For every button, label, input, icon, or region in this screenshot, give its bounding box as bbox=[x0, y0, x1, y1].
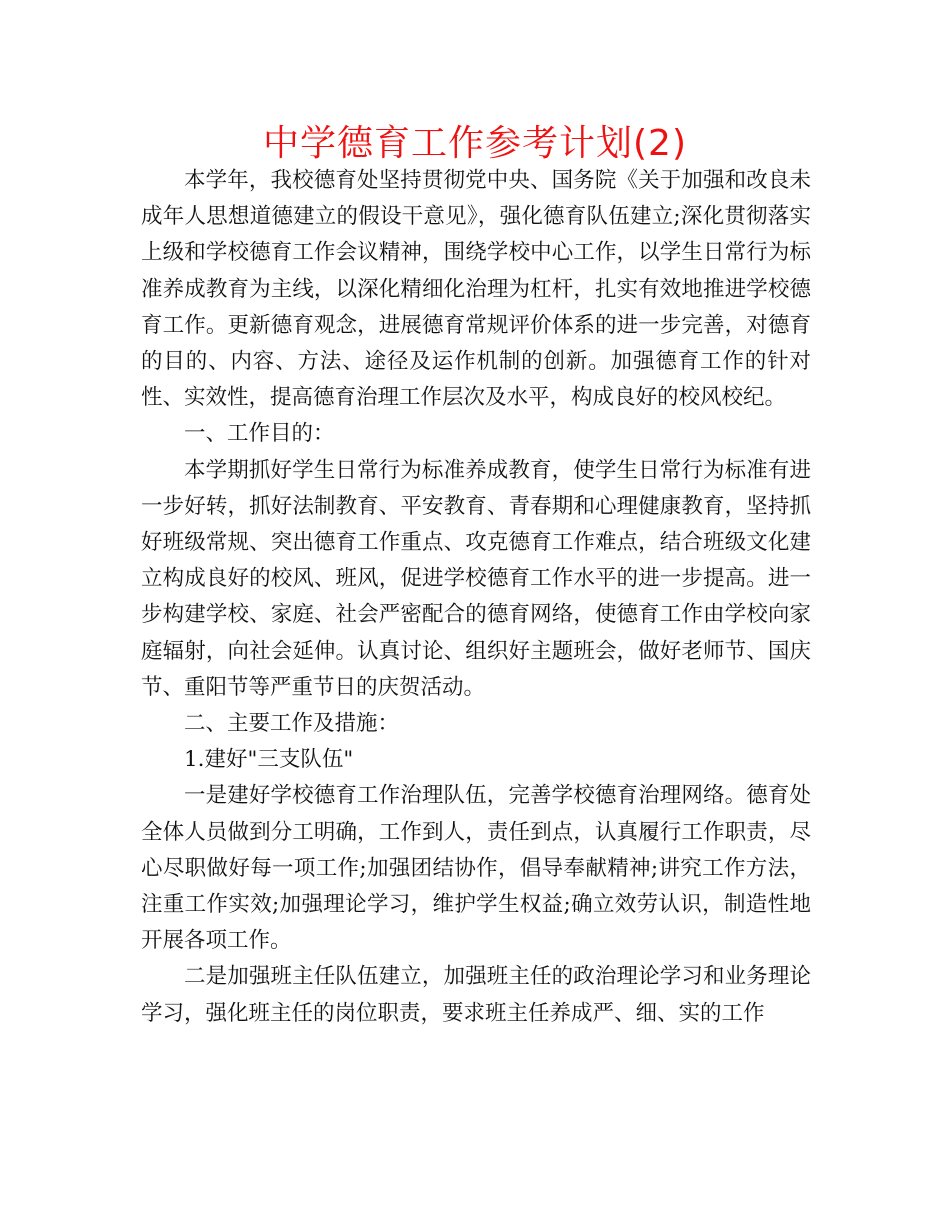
document-title: 中学德育工作参考计划(2) bbox=[263, 123, 687, 164]
section-heading-goals: 一、工作目的： bbox=[184, 421, 335, 447]
section-heading-measures: 二、主要工作及措施： bbox=[184, 711, 400, 737]
paragraph-team-one: 一是建好学校德育工作治理队伍，完善学校德育治理网络。德育处全体人员做到分工明确，工作到人，责任到点，认真履行工作职责，尽心尽职做好每一项工作;加强团结协作，倡导奉献精神;讲究工作方法，注重工作实效;加强理论学习，维护学生权益;确立效劳认识，制造性地开展各项工作。 bbox=[141, 783, 811, 954]
paragraph-intro: 本学年，我校德育处坚持贯彻党中央、国务院《关于加强和改良未成年人思想道德建立的假设干意见》，强化德育队伍建立;深化贯彻落实上级和学校德育工作会议精神，围绕学校中心工作，以学生日常行为标准养成教育为主线，以深化精细化治理为杠杆，扎实有效地推进学校德育工作。更新德育观念，进展德育常规评价体系的进一步完善，对德育的目的、内容、方法、途径及运作机制的创新。加强德育工作的针对性、实效性，提高德育治理工作层次及水平，构成良好的校风校纪。 bbox=[141, 168, 811, 411]
paragraph-team-two: 二是加强班主任队伍建立，加强班主任的政治理论学习和业务理论学习，强化班主任的岗位职责，要求班主任养成严、细、实的工作 bbox=[141, 964, 811, 1026]
subheading-three-teams: 1.建好"三支队伍" bbox=[184, 747, 354, 773]
document-body bbox=[141, 163, 811, 1032]
paragraph-goals: 本学期抓好学生日常行为标准养成教育，使学生日常行为标准有进一步好转，抓好法制教育、平安教育、青春期和心理健康教育，坚持抓好班级常规、突出德育工作重点、攻克德育工作难点，结合班级文化建立构成良好的校风、班风，促进学校德育工作水平的进一步提高。进一步构建学校、家庭、社会严密配合的德育网络，使德育工作由学校向家庭辐射，向社会延伸。认真讨论、组织好主题班会，做好老师节、国庆节、重阳节等严重节日的庆贺活动。 bbox=[141, 457, 811, 700]
